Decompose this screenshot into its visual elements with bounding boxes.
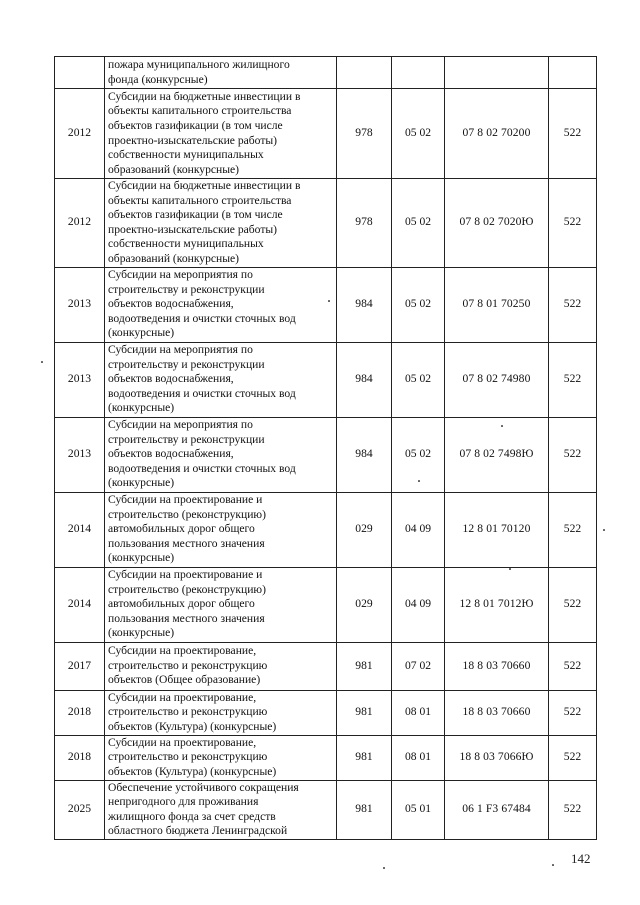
name-line: (конкурсные): [108, 476, 175, 490]
name-line: Субсидии на мероприятия по: [108, 418, 253, 432]
year-cell: 2018: [55, 735, 105, 780]
year-cell: 2012: [55, 89, 105, 179]
name-line: автомобильных дорог общего: [108, 597, 255, 611]
year-cell: 2013: [55, 417, 105, 492]
scan-speck: [603, 529, 605, 531]
name-line: Субсидии на проектирование и: [108, 568, 263, 582]
name-line: образований (конкурсные): [108, 162, 240, 176]
scan-speck: [41, 361, 43, 363]
name-line: объектов (Общее образование): [108, 673, 261, 687]
target-article-cell: 18 8 03 70660: [445, 690, 549, 735]
page-number: 142: [571, 851, 591, 866]
name-line: проектно-изыскательские работы): [108, 133, 278, 147]
name-line: Субсидии на проектирование,: [108, 690, 257, 704]
name-line: строительству и реконструкции: [108, 357, 265, 371]
name-line: непригодного для проживания: [108, 795, 259, 809]
grbs-code-cell: 029: [337, 567, 392, 642]
name-line: объектов (Культура) (конкурсные): [108, 719, 277, 733]
year-cell: 2017: [55, 642, 105, 690]
name-line: (конкурсные): [108, 401, 175, 415]
grbs-code-cell: 981: [337, 642, 392, 690]
name-line: фонда (конкурсные): [108, 72, 208, 86]
name-line: объекты капитального строительства: [108, 193, 292, 207]
name-cell: [105, 492, 337, 567]
table-row: [55, 642, 597, 690]
grbs-code-cell: 984: [337, 267, 392, 342]
section-code-cell: 05 02: [392, 417, 445, 492]
year-cell: [55, 57, 105, 89]
name-line: объектов водоснабжения,: [108, 447, 234, 461]
name-line: Субсидии на мероприятия по: [108, 343, 253, 357]
target-article-cell: 07 8 01 70250: [445, 267, 549, 342]
section-code-cell: [392, 57, 445, 89]
expense-type-cell: 522: [549, 342, 597, 417]
section-code-cell: 08 01: [392, 690, 445, 735]
grbs-code-cell: 978: [337, 179, 392, 268]
grbs-code-cell: 981: [337, 780, 392, 839]
scan-speck: [383, 867, 385, 869]
expense-type-cell: 522: [549, 267, 597, 342]
name-line: Субсидии на бюджетные инвестиции в: [108, 179, 301, 192]
table-row: [55, 417, 597, 492]
section-code-cell: 04 09: [392, 567, 445, 642]
name-line: объектов газификации (в том числе: [108, 118, 283, 132]
target-article-cell: 12 8 01 70120: [445, 492, 549, 567]
name-cell: [105, 780, 337, 839]
section-code-cell: 05 02: [392, 179, 445, 268]
section-code-cell: 04 09: [392, 492, 445, 567]
name-cell: [105, 642, 337, 690]
expense-type-cell: 522: [549, 417, 597, 492]
name-line: пользования местного значения: [108, 611, 265, 625]
expense-type-cell: 522: [549, 567, 597, 642]
name-cell: [105, 57, 337, 89]
name-line: объектов водоснабжения,: [108, 297, 234, 311]
table-row: [55, 492, 597, 567]
table-row: [55, 780, 597, 839]
name-cell: [105, 89, 337, 179]
scan-speck: [552, 864, 554, 866]
name-line: Субсидии на бюджетные инвестиции в: [108, 89, 301, 103]
name-cell: [105, 267, 337, 342]
table-row: [55, 567, 597, 642]
name-line: Субсидии на проектирование,: [108, 735, 257, 749]
name-line: объекты капитального строительства: [108, 104, 292, 118]
scan-speck: [418, 480, 420, 482]
table-row: [55, 57, 597, 89]
name-line: собственности муниципальных: [108, 237, 264, 251]
name-line: водоотведения и очистки сточных вод: [108, 461, 296, 475]
grbs-code-cell: 984: [337, 417, 392, 492]
expense-type-cell: 522: [549, 179, 597, 268]
scan-speck: [328, 300, 330, 302]
name-cell: [105, 179, 337, 268]
expense-type-cell: 522: [549, 89, 597, 179]
year-cell: 2012: [55, 179, 105, 268]
name-line: пользования местного значения: [108, 536, 265, 550]
expense-type-cell: 522: [549, 690, 597, 735]
name-line: объектов (Культура) (конкурсные): [108, 764, 277, 778]
name-line: объектов газификации (в том числе: [108, 208, 283, 222]
name-line: строительство и реконструкцию: [108, 705, 268, 719]
name-line: водоотведения и очистки сточных вод: [108, 311, 296, 325]
table-row: [55, 735, 597, 780]
year-cell: 2014: [55, 492, 105, 567]
table-row: [55, 342, 597, 417]
name-line: проектно-изыскательские работы): [108, 222, 278, 236]
name-line: строительство и реконструкцию: [108, 750, 268, 764]
name-line: Обеспечение устойчивого сокращения: [108, 780, 299, 794]
grbs-code-cell: 978: [337, 89, 392, 179]
table-row: [55, 89, 597, 179]
name-line: (конкурсные): [108, 326, 175, 340]
name-line: собственности муниципальных: [108, 148, 264, 162]
name-line: Субсидии на проектирование,: [108, 644, 257, 658]
target-article-cell: 07 8 02 74980: [445, 342, 549, 417]
target-article-cell: [445, 57, 549, 89]
scan-speck: [509, 568, 511, 570]
table-row: [55, 179, 597, 268]
name-line: (конкурсные): [108, 551, 175, 565]
target-article-cell: 07 8 02 7498Ю: [445, 417, 549, 492]
year-cell: 2013: [55, 267, 105, 342]
table-body: [55, 57, 597, 840]
name-line: объектов водоснабжения,: [108, 372, 234, 386]
name-line: Субсидии на мероприятия по: [108, 268, 253, 282]
target-article-cell: 18 8 03 70660: [445, 642, 549, 690]
expense-type-cell: 522: [549, 735, 597, 780]
name-cell: [105, 342, 337, 417]
expense-type-cell: 522: [549, 642, 597, 690]
name-cell: [105, 567, 337, 642]
grbs-code-cell: 029: [337, 492, 392, 567]
table-row: [55, 690, 597, 735]
section-code-cell: 05 02: [392, 342, 445, 417]
year-cell: 2013: [55, 342, 105, 417]
table-row: [55, 267, 597, 342]
name-line: строительство и реконструкцию: [108, 658, 268, 672]
name-line: образований (конкурсные): [108, 251, 240, 265]
name-line: строительство (реконструкцию): [108, 582, 266, 596]
section-code-cell: 05 02: [392, 267, 445, 342]
grbs-code-cell: [337, 57, 392, 89]
year-cell: 2018: [55, 690, 105, 735]
target-article-cell: 07 8 02 70200: [445, 89, 549, 179]
section-code-cell: 05 02: [392, 89, 445, 179]
name-line: областного бюджета Ленинградской: [108, 824, 288, 838]
scan-speck: [501, 425, 503, 427]
name-line: (конкурсные): [108, 626, 175, 640]
name-line: строительству и реконструкции: [108, 282, 265, 296]
section-code-cell: 08 01: [392, 735, 445, 780]
name-line: строительство (реконструкцию): [108, 507, 266, 521]
section-code-cell: 07 02: [392, 642, 445, 690]
year-cell: 2014: [55, 567, 105, 642]
name-line: жилищного фонда за счет средств: [108, 809, 276, 823]
name-line: автомобильных дорог общего: [108, 522, 255, 536]
budget-classification-table: [54, 56, 597, 840]
name-cell: [105, 690, 337, 735]
target-article-cell: 18 8 03 7066Ю: [445, 735, 549, 780]
name-line: водоотведения и очистки сточных вод: [108, 386, 296, 400]
year-cell: 2025: [55, 780, 105, 839]
name-cell: [105, 417, 337, 492]
expense-type-cell: [549, 57, 597, 89]
grbs-code-cell: 981: [337, 690, 392, 735]
target-article-cell: 06 1 F3 67484: [445, 780, 549, 839]
section-code-cell: 05 01: [392, 780, 445, 839]
target-article-cell: 07 8 02 7020Ю: [445, 179, 549, 268]
grbs-code-cell: 984: [337, 342, 392, 417]
expense-type-cell: 522: [549, 492, 597, 567]
name-line: строительству и реконструкции: [108, 432, 265, 446]
name-cell: [105, 735, 337, 780]
name-line: пожара муниципального жилищного: [108, 57, 290, 71]
name-line: Субсидии на проектирование и: [108, 493, 263, 507]
grbs-code-cell: 981: [337, 735, 392, 780]
expense-type-cell: 522: [549, 780, 597, 839]
target-article-cell: 12 8 01 7012Ю: [445, 567, 549, 642]
